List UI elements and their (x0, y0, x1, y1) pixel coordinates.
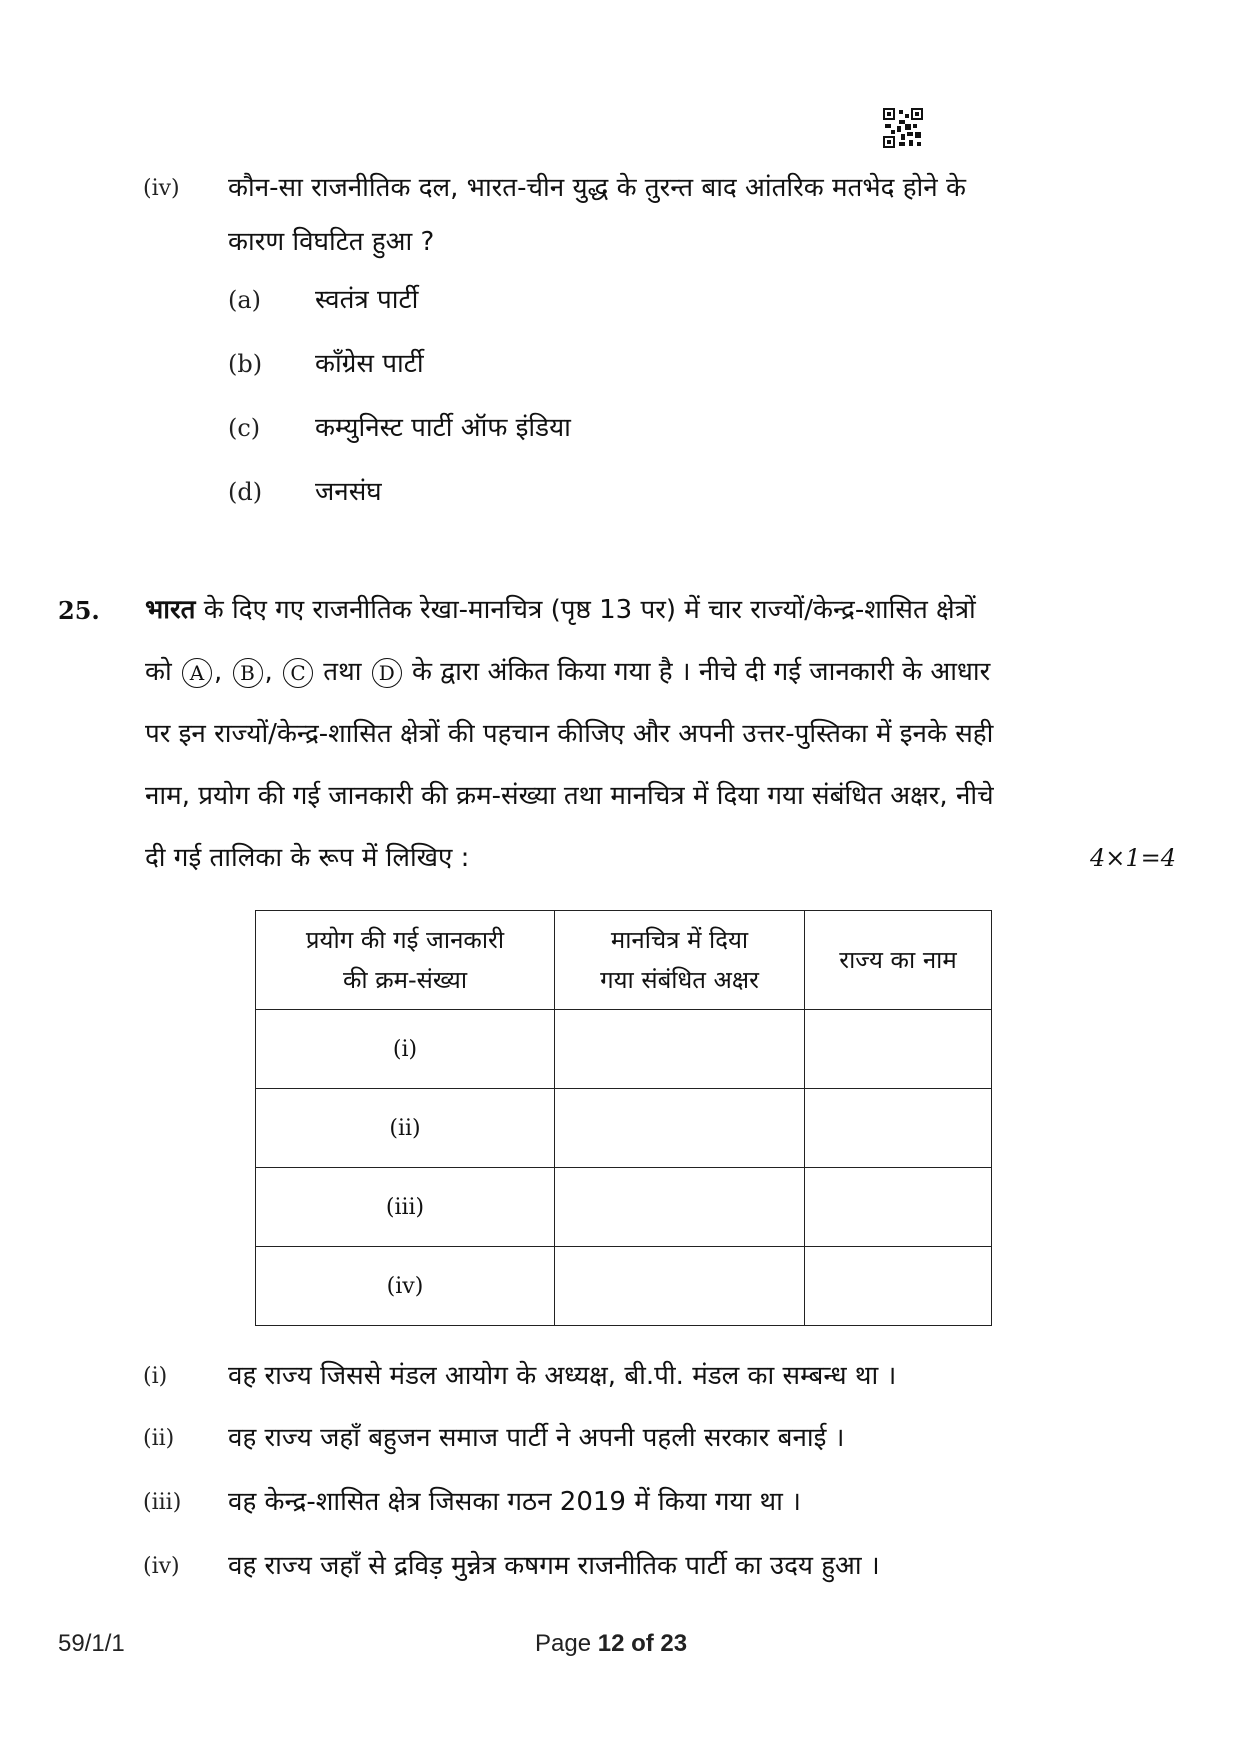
table-cell-letter (555, 1089, 805, 1168)
table-row (256, 1168, 992, 1247)
question-25-line2-and: तथा (323, 657, 362, 687)
option-c-letter: (c) (228, 414, 261, 442)
question-25-line1-rest: के दिए गए राजनीतिक रेखा-मानचित्र (पृष्ठ 13 पर) में चार राज्यों/केन्द्र-शासित क्षेत्रों (195, 595, 976, 625)
header-line: राज्य का नाम (839, 946, 957, 974)
clue-label: (ii) (143, 1426, 175, 1451)
question-25-line2-prefix: को (145, 657, 172, 687)
map-marker-a: A (182, 658, 212, 688)
table-row (256, 1089, 992, 1168)
option-b-letter: (b) (228, 350, 263, 378)
page-current: 12 (597, 1630, 625, 1657)
clue-label: (iii) (143, 1490, 182, 1515)
table-header-serial (256, 911, 555, 1010)
table-cell-state-name (805, 1089, 992, 1168)
clue-text: वह राज्य जहाँ बहुजन समाज पार्टी ने अपनी पहली सरकार बनाई । (228, 1423, 845, 1453)
question-25-line1 (145, 590, 1150, 626)
clue-text: वह राज्य जिससे मंडल आयोग के अध्यक्ष, बी.पी. मंडल का सम्बन्ध था । (228, 1361, 897, 1391)
table-cell-serial: (i) (256, 1010, 555, 1089)
question-25-line2 (145, 652, 1150, 688)
map-marker-c: C (283, 658, 313, 688)
table-cell-letter (555, 1168, 805, 1247)
option-c-text: कम्युनिस्ट पार्टी ऑफ इंडिया (315, 413, 571, 443)
header-line: गया संबंधित अक्षर (600, 966, 759, 994)
question-iv-label: (iv) (143, 176, 180, 201)
question-25-number: 25. (58, 596, 100, 625)
option-a-text: स्वतंत्र पार्टी (315, 285, 419, 315)
page-of: of (624, 1630, 661, 1657)
clue-text: वह केन्द्र-शासित क्षेत्र जिसका गठन 2019 में किया गया था । (228, 1487, 802, 1517)
table-header-letter (555, 911, 805, 1010)
table-cell-letter (555, 1247, 805, 1326)
table-cell-serial: (iv) (256, 1247, 555, 1326)
question-25-line4: नाम, प्रयोग की गई जानकारी की क्रम-संख्या तथा मानचित्र में दिया गया संबंधित अक्षर, नीचे (145, 781, 994, 811)
table-row (256, 1247, 992, 1326)
clue-label: (iv) (143, 1554, 180, 1579)
table-header-state-name (805, 911, 992, 1010)
header-line: प्रयोग की गई जानकारी (305, 926, 505, 954)
separator: , (264, 657, 273, 687)
header-line: मानचित्र में दिया (610, 926, 749, 954)
page-total: 23 (660, 1630, 688, 1657)
option-b-text: काँग्रेस पार्टी (315, 349, 424, 379)
separator: , (213, 657, 223, 687)
table-cell-letter (555, 1010, 805, 1089)
table-cell-state-name (805, 1247, 992, 1326)
header-line: की क्रम-संख्या (342, 966, 468, 994)
map-marker-d: D (372, 658, 402, 688)
question-25-line3: पर इन राज्यों/केन्द्र-शासित क्षेत्रों की पहचान कीजिए और अपनी उत्तर-पुस्तिका में इनके सही (145, 719, 994, 749)
answer-table (255, 910, 992, 1326)
clue-label: (i) (143, 1364, 168, 1389)
question-25-bold-word: भारत (145, 595, 196, 625)
question-iv-text-line1: कौन-सा राजनीतिक दल, भारत-चीन युद्ध के तुरन्त बाद आंतरिक मतभेद होने के (228, 173, 966, 203)
paper-code: 59/1/1 (58, 1630, 125, 1657)
question-25-marks: 4×1=4 (1090, 844, 1177, 872)
page-indicator (535, 1630, 687, 1658)
question-25-line5: दी गई तालिका के रूप में लिखिए : (145, 843, 470, 873)
table-cell-state-name (805, 1168, 992, 1247)
option-d-text: जनसंघ (315, 477, 382, 507)
question-iv-text-line2: कारण विघटित हुआ ? (228, 227, 435, 257)
table-cell-serial: (iii) (256, 1168, 555, 1247)
qr-code-icon (883, 108, 923, 148)
option-a-letter: (a) (228, 286, 262, 314)
table-cell-state-name (805, 1010, 992, 1089)
clue-text: वह राज्य जहाँ से द्रविड़ मुन्नेत्र कषगम राजनीतिक पार्टी का उदय हुआ । (228, 1551, 880, 1581)
option-d-letter: (d) (228, 478, 263, 506)
question-25-line2-rest: के द्वारा अंकित किया गया है । नीचे दी गई जानकारी के आधार (412, 657, 991, 687)
table-header-row (256, 911, 992, 1010)
table-cell-serial: (ii) (256, 1089, 555, 1168)
page-prefix: Page (535, 1630, 598, 1657)
map-marker-b: B (233, 658, 263, 688)
table-row (256, 1010, 992, 1089)
